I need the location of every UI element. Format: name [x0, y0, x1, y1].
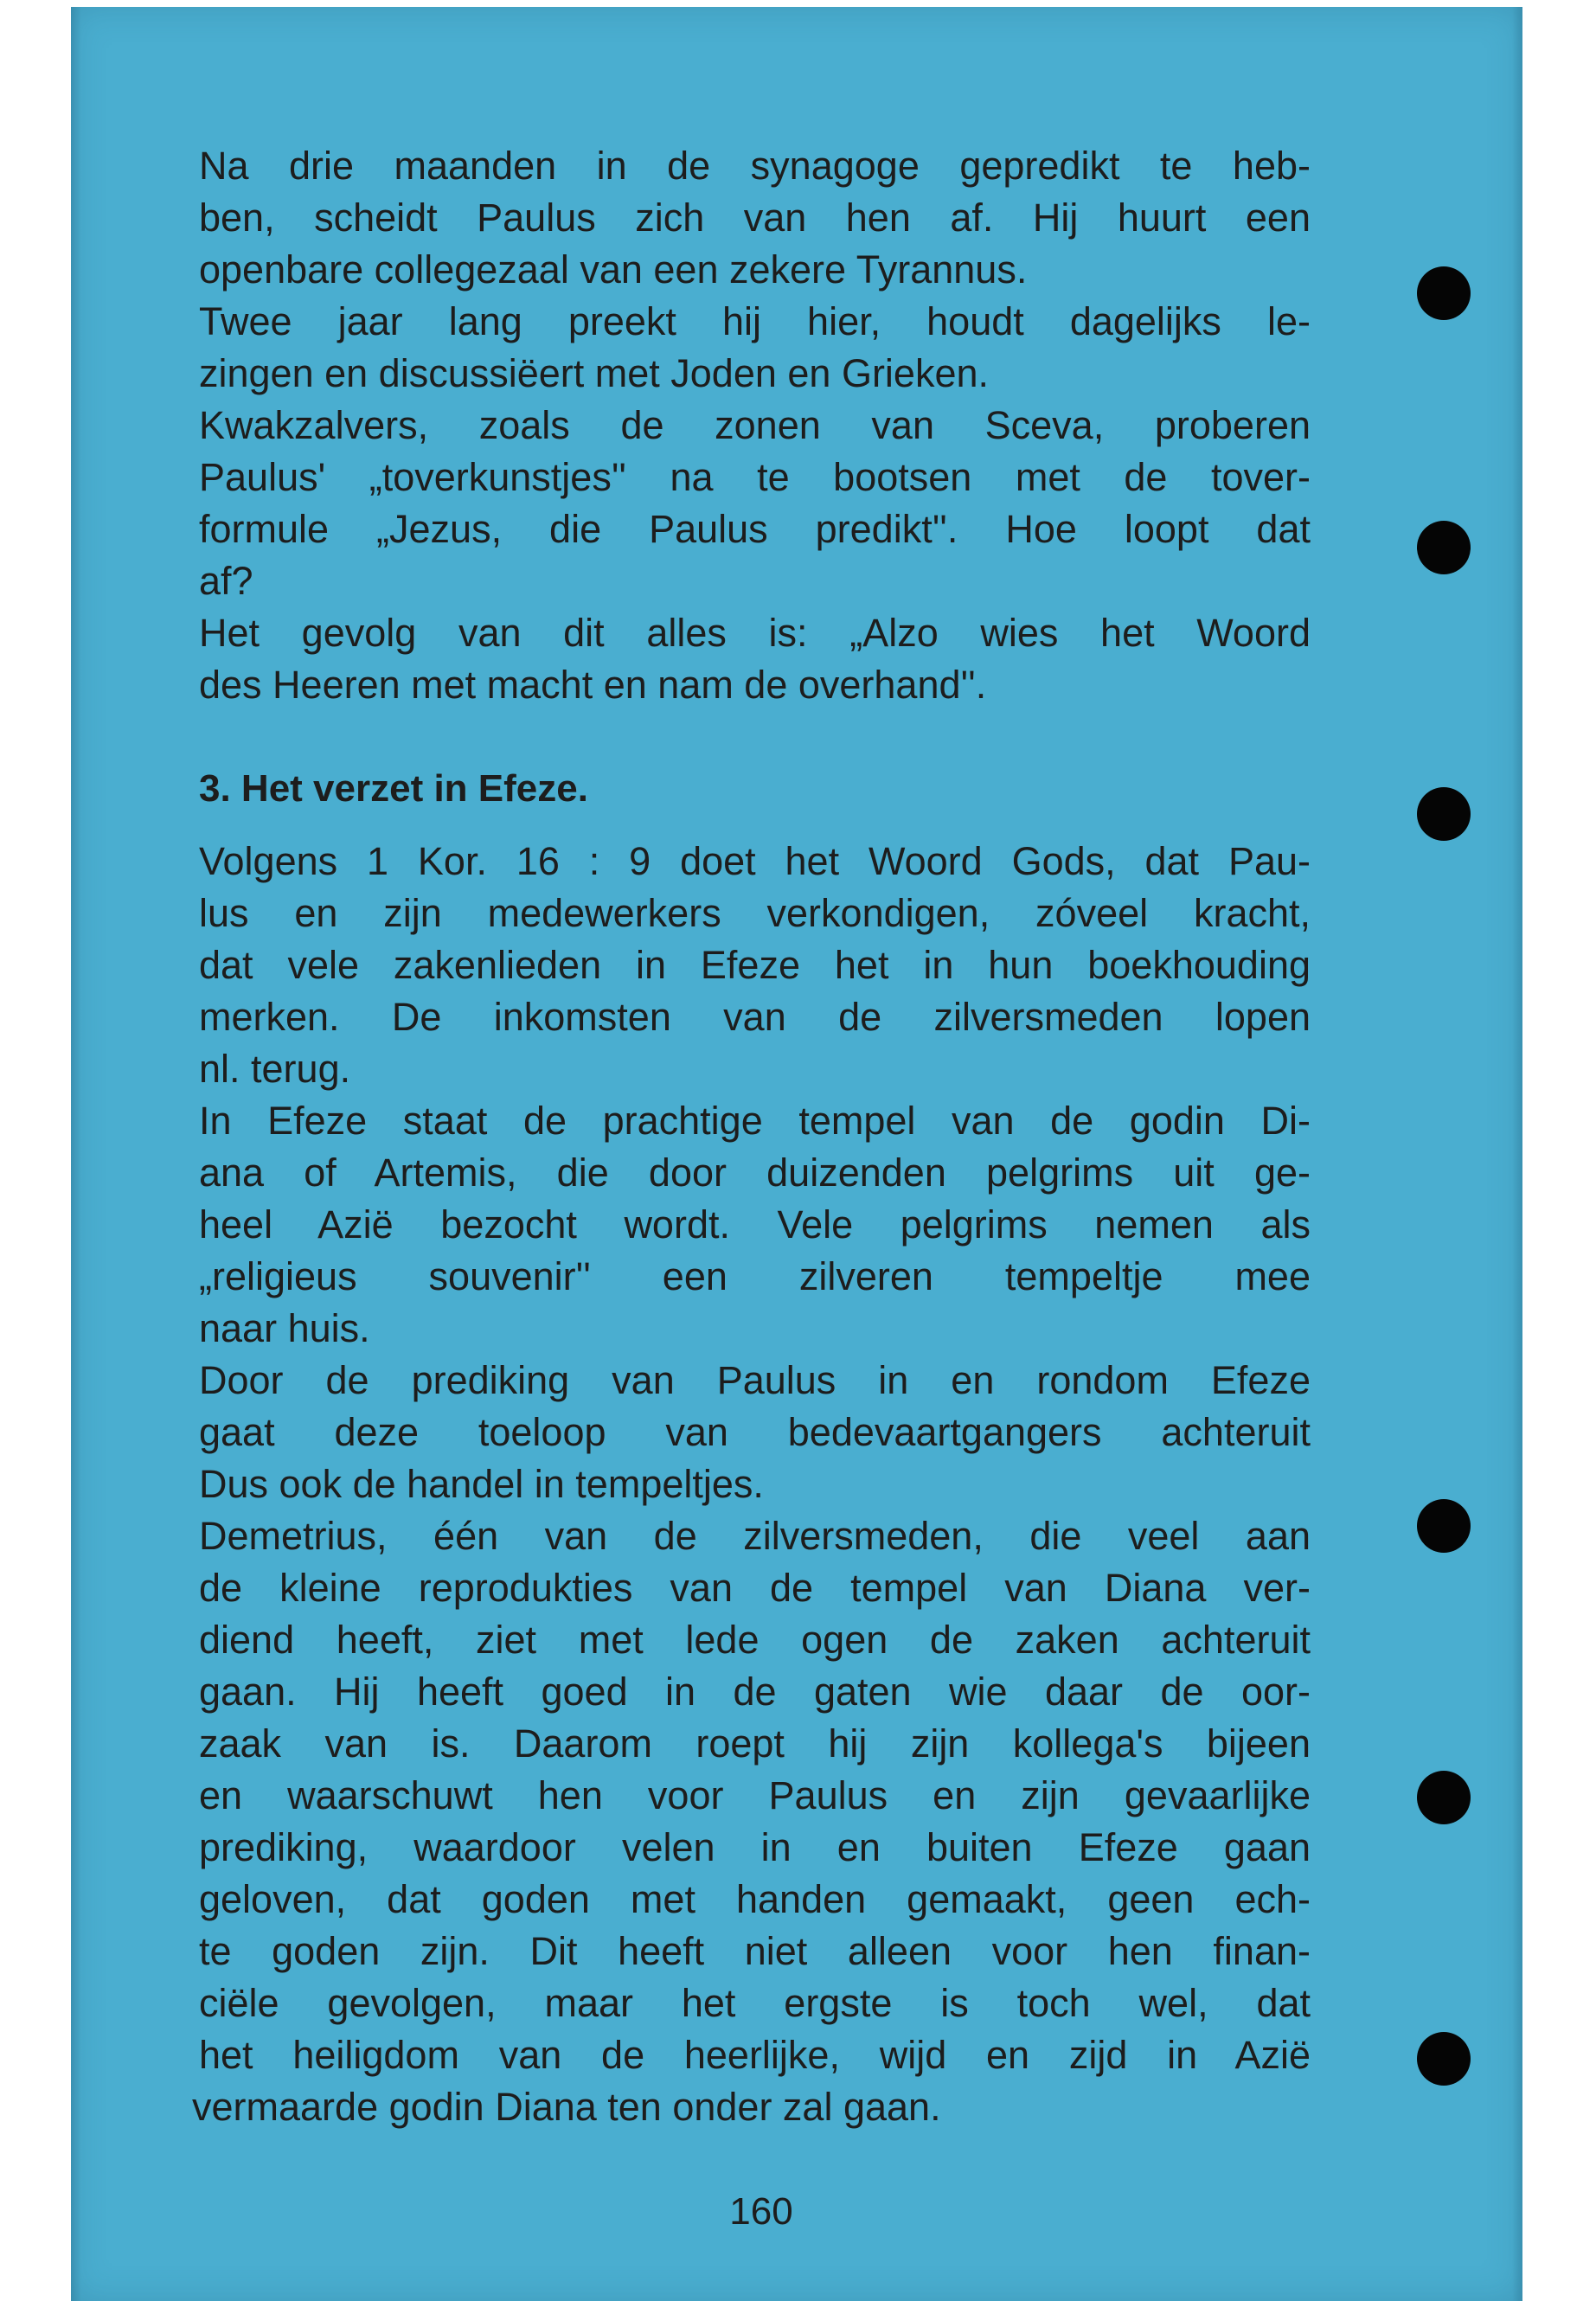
text-line: „religieus souvenir'' een zilveren tempeltje mee [199, 1254, 1311, 1298]
text-line: Kwakzalvers, zoals de zonen van Sceva, proberen [199, 403, 1311, 447]
binder-hole [1417, 2032, 1471, 2086]
binder-hole [1417, 266, 1471, 320]
text-line: naar huis. [199, 1306, 370, 1350]
text-line: In Efeze staat de prachtige tempel van de godin Di- [199, 1099, 1311, 1143]
text-line: formule „Jezus, die Paulus predikt''. Hoe loopt dat [199, 507, 1311, 551]
binder-hole [1417, 521, 1471, 574]
text-line: zaak van is. Daarom roept hij zijn kollega's bijeen [199, 1721, 1311, 1766]
text-line: nl. terug. [199, 1047, 351, 1091]
text-line: Door de prediking van Paulus in en rondom Efeze [199, 1358, 1311, 1402]
section-heading: 3. Het verzet in Efeze. [199, 767, 588, 810]
text-line: lus en zijn medewerkers verkondigen, zóveel kracht, [199, 891, 1311, 935]
text-line: gaat deze toeloop van bedevaartgangers achteruit [199, 1410, 1311, 1454]
text-line: ana of Artemis, die door duizenden pelgrims uit ge- [199, 1150, 1311, 1195]
binder-hole [1417, 787, 1471, 841]
text-line: gaan. Hij heeft goed in de gaten wie daar de oor- [199, 1670, 1311, 1714]
text-line: te goden zijn. Dit heeft niet alleen voor hen finan- [199, 1929, 1311, 1973]
page-edge-left [71, 7, 81, 2301]
binder-hole [1417, 1499, 1471, 1553]
text-line: dat vele zakenlieden in Efeze het in hun boekhouding [199, 943, 1311, 987]
text-line: merken. De inkomsten van de zilversmeden lopen [199, 995, 1311, 1039]
text-line: en waarschuwt hen voor Paulus en zijn gevaarlijke [199, 1773, 1311, 1817]
text-line: het heiligdom van de heerlijke, wijd en zijd in Azië [199, 2033, 1311, 2077]
text-line: des Heeren met macht en nam de overhand''. [199, 663, 987, 707]
text-line: de kleine reprodukties van de tempel van Diana ver- [199, 1566, 1311, 1610]
text-line: diend heeft, ziet met lede ogen de zaken achteruit [199, 1618, 1311, 1662]
text-line: heel Azië bezocht wordt. Vele pelgrims nemen als [199, 1202, 1311, 1247]
page-edge-right [1512, 7, 1522, 2301]
text-line: zingen en discussiëert met Joden en Grieken. [199, 351, 990, 395]
page-number: 160 [729, 2190, 793, 2233]
text-line: vermaarde godin Diana ten onder zal gaan. [192, 2085, 941, 2129]
text-line: ciële gevolgen, maar het ergste is toch wel, dat [199, 1981, 1311, 2025]
binder-hole [1417, 1771, 1471, 1824]
text-line: af? [199, 559, 253, 603]
text-line: Dus ook de handel in tempeltjes. [199, 1462, 764, 1506]
text-line: openbare collegezaal van een zekere Tyrannus. [199, 247, 1028, 292]
text-line: ben, scheidt Paulus zich van hen af. Hij huurt een [199, 195, 1311, 240]
text-line: Demetrius, één van de zilversmeden, die veel aan [199, 1514, 1311, 1558]
text-line: prediking, waardoor velen in en buiten Efeze gaan [199, 1825, 1311, 1869]
text-line: Het gevolg van dit alles is: „Alzo wies het Woord [199, 611, 1311, 655]
text-line: geloven, dat goden met handen gemaakt, geen ech- [199, 1877, 1311, 1921]
text-line: Volgens 1 Kor. 16 : 9 doet het Woord Gods, dat Pau- [199, 839, 1311, 883]
text-line: Paulus' „toverkunstjes'' na te bootsen met de tover- [199, 455, 1311, 499]
text-line: Twee jaar lang preekt hij hier, houdt dagelijks le- [199, 299, 1311, 343]
text-line: Na drie maanden in de synagoge gepredikt te heb- [199, 144, 1311, 188]
